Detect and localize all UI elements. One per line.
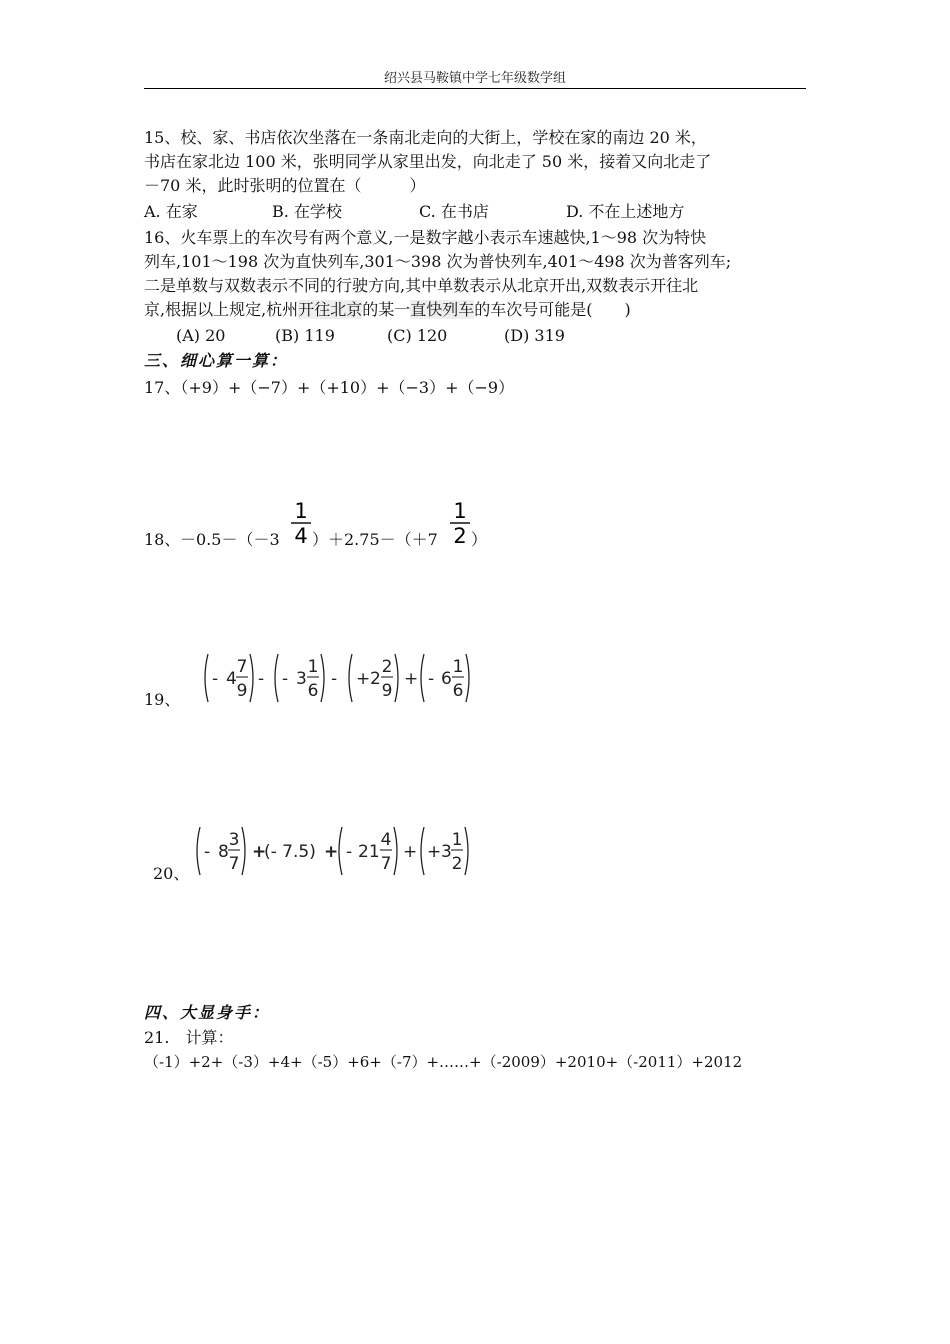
q16-option-d: (D) 319 [504, 326, 565, 345]
q18-part3: ） [471, 530, 488, 549]
q20-t2: (- 7.5) [264, 842, 316, 862]
q16-option-a: (A) 20 [176, 326, 226, 345]
q19-t3-whole: 2 [370, 669, 381, 689]
q21-label: 21. 计算： [144, 1028, 234, 1047]
q20-t4-den: 2 [451, 854, 463, 874]
q17-expression: 17、（+9）+（−7）+（+10）+（−3）+（−9） [144, 378, 515, 397]
q16-line4-a: 京,根据以上规定,杭州 [144, 300, 299, 319]
q15-line1: 15、校、家、书店依次坐落在一条南北走向的大街上，学校在家的南边 20 米， [144, 128, 707, 147]
q19-expression [198, 650, 478, 710]
header-rule [144, 88, 806, 89]
q16-line4 [144, 298, 631, 322]
q20-op3: + [403, 842, 418, 862]
q15-option-d: D. 不在上述地方 [566, 202, 685, 221]
q19-t3-den: 9 [381, 681, 393, 701]
q19-t2-whole: 3 [296, 669, 307, 689]
q20-t3-whole: 21 [358, 842, 380, 862]
q19-op3: + [404, 669, 419, 689]
q19-t4-den: 6 [452, 681, 464, 701]
q18-part2: ）＋2.75－（＋7 [312, 530, 438, 549]
q19-t4-num: 1 [452, 657, 464, 677]
q18-part2-wrap [312, 528, 438, 552]
q18-part1: －0.5－（－3 [180, 530, 280, 549]
q19-op2: - [331, 669, 338, 689]
q19-t3-sign: + [356, 669, 371, 689]
q18-part3-wrap [471, 528, 487, 552]
q19-op1: - [258, 669, 265, 689]
section-4-title: 四、大显身手： [144, 1003, 271, 1022]
q16-highlight-express: 直快列车 [410, 300, 475, 319]
q19-t4-whole: 6 [441, 669, 452, 689]
q20-number: 20、 [153, 864, 190, 883]
q20-t1-den: 7 [228, 854, 240, 874]
q16-line4-c: 的某一 [362, 300, 411, 319]
q16-option-c: (C) 120 [387, 326, 448, 345]
q19-t1-den: 9 [236, 681, 248, 701]
q19-t2-num: 1 [307, 657, 319, 677]
q15-option-b: B. 在学校 [272, 202, 342, 221]
q20-t4-sign: + [427, 842, 442, 862]
q20-expression [190, 822, 480, 884]
q15-option-a: A. 在家 [144, 202, 198, 221]
q19-t1-whole: 4 [226, 669, 237, 689]
q16-line1: 16、火车票上的车次号有两个意义,一是数字越小表示车速越快,1～98 次为特快 [144, 228, 707, 247]
q15-line2: 书店在家北边 100 米，张明同学从家里出发，向北走了 50 米，接着又向北走了 [144, 152, 712, 171]
q18-frac1-denominator: 4 [294, 524, 308, 548]
q19-number: 19、 [144, 690, 181, 709]
q20-op2: + [324, 842, 339, 862]
q20-t3-den: 7 [380, 854, 392, 874]
q18-fraction-2 [449, 498, 471, 554]
q15-line3: －70 米，此时张明的位置在（ ） [144, 176, 426, 195]
q20-op1: + [252, 842, 267, 862]
q19-t1-sign: - [212, 669, 219, 689]
q16-line4-e: 的车次号可能是( ) [474, 300, 631, 319]
q20-t1-whole: 8 [218, 842, 229, 862]
q18-number: 18、 [144, 530, 181, 549]
q16-highlight-beijing: 开往北京 [298, 300, 363, 319]
q19-t1-num: 7 [236, 657, 248, 677]
q20-t3-num: 4 [380, 830, 392, 850]
page-header: 绍兴县马鞍镇中学七年级数学组 [383, 71, 566, 86]
q20-t4-whole: 3 [441, 842, 452, 862]
q16-line3: 二是单数与双数表示不同的行驶方向,其中单数表示从北京开出,双数表示开往北 [144, 276, 699, 295]
q16-option-b: (B) 119 [275, 326, 335, 345]
q20-t1-sign: - [204, 842, 211, 862]
q19-t4-sign: - [428, 669, 435, 689]
q18-frac2-denominator: 2 [453, 524, 467, 548]
q18-fraction-1 [290, 498, 312, 554]
q19-t2-sign: - [282, 669, 289, 689]
q20-t3-sign: - [346, 842, 353, 862]
q19-t2-den: 6 [307, 681, 319, 701]
q15-option-c: C. 在书店 [419, 202, 489, 221]
q18-frac1-numerator: 1 [294, 499, 308, 523]
q20-t4-num: 1 [451, 830, 463, 850]
q21-expression: （-1）+2+（-3）+4+（-5）+6+（-7）+……+（-2009）+2010+（-2011）+2012 [144, 1053, 743, 1071]
q18-frac2-numerator: 1 [453, 499, 467, 523]
section-3-title: 三、细心算一算： [144, 351, 289, 370]
q18-expression [180, 528, 280, 552]
q20-t1-num: 3 [228, 830, 240, 850]
q16-line2: 列车,101～198 次为直快列车,301～398 次为普快列车,401～498 次为普客列车; [144, 252, 732, 271]
q19-t3-num: 2 [381, 657, 393, 677]
